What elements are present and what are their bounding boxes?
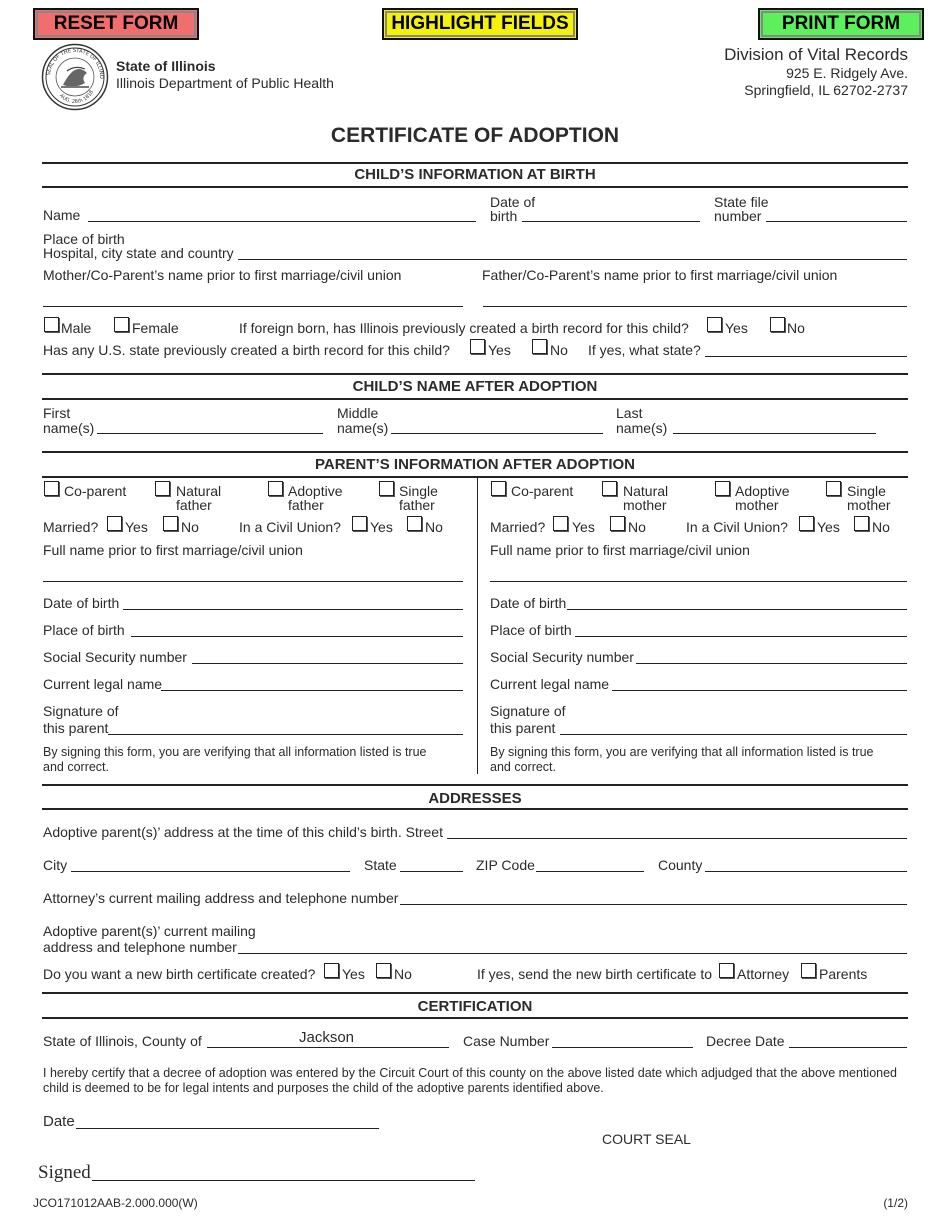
what-state-label: If yes, what state? <box>588 342 701 358</box>
foreign-yes-checkbox[interactable] <box>707 317 722 332</box>
decree-date-field[interactable] <box>789 1047 907 1048</box>
right-married-yes-checkbox[interactable] <box>553 516 568 531</box>
seal-date-text: AUG. 26th 1818 <box>58 89 95 106</box>
right-coparent-label: Co-parent <box>511 483 574 499</box>
mother-name-label: Mother/Co-Parent’s name prior to first marriage/civil union <box>43 267 402 283</box>
right-fullname-field[interactable] <box>490 581 907 582</box>
right-civil-union-label: In a Civil Union? <box>686 519 788 535</box>
right-adoptive-mother-label: mother <box>735 497 779 513</box>
left-legal-name-field[interactable] <box>161 690 463 691</box>
zip-field[interactable] <box>536 871 644 872</box>
left-signature-field[interactable] <box>108 734 463 735</box>
right-natural-mother-label: mother <box>623 497 667 513</box>
highlight-fields-button[interactable]: HIGHLIGHT FIELDS <box>382 8 578 40</box>
left-civil-union-label: In a Civil Union? <box>239 519 341 535</box>
first-name-field[interactable] <box>97 433 323 434</box>
right-civil-yes-label: Yes <box>817 519 840 535</box>
us-yes-checkbox[interactable] <box>470 339 485 354</box>
state-seal-icon <box>41 43 109 111</box>
what-state-field[interactable] <box>705 356 907 357</box>
right-single-mother-label: mother <box>847 497 891 513</box>
division-name: Division of Vital Records <box>724 45 908 64</box>
right-single-mother-checkbox[interactable] <box>826 481 841 496</box>
last-name-label-2: name(s) <box>616 420 668 436</box>
foreign-no-checkbox[interactable] <box>770 317 785 332</box>
left-verify-text: By signing this form, you are verifying that all information listed is true and correct. <box>43 745 427 774</box>
right-natural-mother-checkbox[interactable] <box>602 481 617 496</box>
female-label: Female <box>132 320 179 336</box>
right-dob-field[interactable] <box>567 609 907 610</box>
new-cert-no-checkbox[interactable] <box>376 963 391 978</box>
left-dob-label: Date of birth <box>43 595 120 611</box>
us-no-checkbox[interactable] <box>532 339 547 354</box>
send-attorney-checkbox[interactable] <box>719 963 734 978</box>
send-to-label: If yes, send the new birth certificate to <box>477 966 713 982</box>
section-heading-child-name: CHILD’S NAME AFTER ADOPTION <box>352 378 598 395</box>
right-coparent-checkbox[interactable] <box>491 481 506 496</box>
state-file-label-2: number <box>714 208 762 224</box>
division-address-2: Springfield, IL 62702-2737 <box>744 82 908 98</box>
left-married-yes-label: Yes <box>125 519 148 535</box>
new-cert-yes-label: Yes <box>342 966 365 982</box>
right-natural-label: Natural <box>623 483 669 499</box>
court-seal-label: COURT SEAL <box>602 1131 691 1147</box>
certification-statement: I hereby certify that a decree of adoption was entered by the Circuit Court of this county on the above listed date which adjudged that the above mentioned child is deemed to be for legal intents and purposes the child of the adoptive parents identified above. <box>43 1066 898 1095</box>
left-adoptive-father-label: father <box>288 497 324 513</box>
first-name-label-2: name(s) <box>43 420 95 436</box>
signed-label: Signed <box>38 1162 91 1183</box>
middle-name-label: Middle <box>337 405 379 421</box>
left-fullname-label: Full name prior to first marriage/civil union <box>43 542 303 558</box>
middle-name-field[interactable] <box>391 433 603 434</box>
right-married-no-label: No <box>628 519 646 535</box>
state-label: State <box>364 857 397 873</box>
child-name-field[interactable] <box>88 221 476 222</box>
left-coparent-label: Co-parent <box>64 483 127 499</box>
right-legal-name-label: Current legal name <box>490 676 610 692</box>
place-of-birth-label: Place of birth <box>43 231 125 247</box>
state-field[interactable] <box>400 871 463 872</box>
us-state-question: Has any U.S. state previously created a birth record for this child? <box>43 342 450 358</box>
certification-county-value[interactable]: Jackson <box>299 1029 355 1046</box>
state-file-number-field[interactable] <box>766 221 907 222</box>
page-title: CERTIFICATE OF ADOPTION <box>330 124 620 147</box>
us-no-label: No <box>550 342 568 358</box>
last-name-label: Last <box>616 405 643 421</box>
adoptive-address-label: Adoptive parent(s)’ address at the time of this child’s birth. Street <box>43 824 443 840</box>
left-civil-no-label: No <box>425 519 443 535</box>
dob-label-2: birth <box>490 208 518 224</box>
form-code: JCO171012AAB-2.000.000(W) <box>33 1196 198 1210</box>
certification-date-field[interactable] <box>76 1128 379 1129</box>
left-married-yes-checkbox[interactable] <box>107 516 122 531</box>
page-number: (1/2) <box>883 1196 908 1210</box>
right-civil-yes-checkbox[interactable] <box>799 516 814 531</box>
right-adoptive-label: Adoptive <box>735 483 790 499</box>
foreign-no-label: No <box>787 320 805 336</box>
department-name: Illinois Department of Public Health <box>116 75 334 91</box>
left-married-no-checkbox[interactable] <box>163 516 178 531</box>
right-pob-label: Place of birth <box>490 622 572 638</box>
name-label: Name <box>43 207 81 223</box>
left-adoptive-father-checkbox[interactable] <box>268 481 283 496</box>
case-number-field[interactable] <box>552 1047 693 1048</box>
send-parents-label: Parents <box>819 966 868 982</box>
section-heading-parents: PARENT’S INFORMATION AFTER ADOPTION <box>315 456 635 473</box>
decree-date-label: Decree Date <box>706 1033 785 1049</box>
city-label: City <box>43 857 68 873</box>
right-signature-label: Signature of <box>490 703 566 719</box>
right-single-label: Single <box>847 483 886 499</box>
left-pob-label: Place of birth <box>43 622 125 638</box>
right-ssn-field[interactable] <box>636 663 907 664</box>
attorney-address-field[interactable] <box>400 904 907 905</box>
right-married-label: Married? <box>490 519 546 535</box>
left-signature-label-2: this parent <box>43 720 109 736</box>
left-civil-no-checkbox[interactable] <box>407 516 422 531</box>
left-signature-label: Signature of <box>43 703 119 719</box>
current-address-label-2: address and telephone number <box>43 939 237 955</box>
division-address-1: 925 E. Ridgely Ave. <box>786 65 908 81</box>
city-field[interactable] <box>71 871 350 872</box>
mother-name-field[interactable] <box>43 306 463 307</box>
left-legal-name-label: Current legal name <box>43 676 163 692</box>
male-checkbox[interactable] <box>44 317 59 332</box>
left-single-label: Single <box>399 483 438 499</box>
county-field[interactable] <box>705 871 907 872</box>
dob-label-1: Date of <box>490 194 536 210</box>
place-of-birth-field[interactable] <box>238 259 907 260</box>
current-address-field[interactable] <box>238 953 907 954</box>
male-label: Male <box>61 320 92 336</box>
date-label: Date <box>43 1113 75 1130</box>
right-adoptive-mother-checkbox[interactable] <box>715 481 730 496</box>
middle-name-label-2: name(s) <box>337 420 389 436</box>
new-cert-yes-checkbox[interactable] <box>324 963 339 978</box>
left-single-father-checkbox[interactable] <box>379 481 394 496</box>
right-civil-no-checkbox[interactable] <box>854 516 869 531</box>
signed-field[interactable] <box>92 1180 475 1181</box>
left-pob-field[interactable] <box>131 636 463 637</box>
zip-label: ZIP Code <box>476 857 535 873</box>
right-pob-field[interactable] <box>575 636 907 637</box>
right-dob-label: Date of birth <box>490 595 567 611</box>
right-verify-text: By signing this form, you are verifying that all information listed is true and correct. <box>490 745 874 774</box>
attorney-address-label: Attorney’s current mailing address and telephone number <box>43 890 399 906</box>
county-label: County <box>658 857 703 873</box>
current-address-label: Adoptive parent(s)’ current mailing <box>43 923 256 939</box>
left-ssn-field[interactable] <box>192 663 463 664</box>
left-coparent-checkbox[interactable] <box>44 481 59 496</box>
left-dob-field[interactable] <box>123 609 463 610</box>
left-civil-yes-label: Yes <box>370 519 393 535</box>
left-natural-label: Natural <box>176 483 222 499</box>
send-parents-checkbox[interactable] <box>801 963 816 978</box>
left-married-no-label: No <box>181 519 199 535</box>
right-signature-field[interactable] <box>560 734 907 735</box>
street-field[interactable] <box>447 838 907 839</box>
certification-county-field[interactable] <box>207 1047 449 1048</box>
child-dob-field[interactable] <box>522 221 700 222</box>
left-civil-yes-checkbox[interactable] <box>352 516 367 531</box>
us-yes-label: Yes <box>488 342 511 358</box>
last-name-field[interactable] <box>673 433 876 434</box>
left-ssn-label: Social Security number <box>43 649 187 665</box>
left-natural-father-label: father <box>176 497 212 513</box>
father-name-label: Father/Co-Parent’s name prior to first marriage/civil union <box>482 267 838 283</box>
place-of-birth-sublabel: Hospital, city state and country <box>43 245 234 261</box>
section-heading-certification: CERTIFICATION <box>417 998 533 1015</box>
right-married-no-checkbox[interactable] <box>610 516 625 531</box>
print-form-button[interactable]: PRINT FORM <box>758 8 924 40</box>
state-file-label-1: State file <box>714 194 769 210</box>
new-certificate-question: Do you want a new birth certificate created? <box>43 966 316 982</box>
parent-column-divider <box>477 478 478 774</box>
female-checkbox[interactable] <box>114 317 129 332</box>
right-legal-name-field[interactable] <box>612 690 907 691</box>
section-heading-addresses: ADDRESSES <box>428 790 522 807</box>
county-of-label: State of Illinois, County of <box>43 1033 202 1049</box>
left-fullname-field[interactable] <box>43 581 463 582</box>
left-single-father-label: father <box>399 497 435 513</box>
case-number-label: Case Number <box>463 1033 550 1049</box>
right-civil-no-label: No <box>872 519 890 535</box>
state-name: State of Illinois <box>116 58 216 74</box>
send-attorney-label: Attorney <box>737 966 790 982</box>
right-married-yes-label: Yes <box>572 519 595 535</box>
right-signature-label-2: this parent <box>490 720 556 736</box>
right-fullname-label: Full name prior to first marriage/civil union <box>490 542 750 558</box>
seal-outer-text: SEAL OF THE STATE OF ILLINO <box>46 47 105 79</box>
left-natural-father-checkbox[interactable] <box>155 481 170 496</box>
foreign-yes-label: Yes <box>725 320 748 336</box>
section-heading-child-birth: CHILD’S INFORMATION AT BIRTH <box>354 166 596 183</box>
left-married-label: Married? <box>43 519 99 535</box>
father-name-field[interactable] <box>483 306 907 307</box>
first-name-label: First <box>43 405 71 421</box>
foreign-born-question: If foreign born, has Illinois previously created a birth record for this child? <box>239 320 689 336</box>
left-adoptive-label: Adoptive <box>288 483 343 499</box>
reset-form-button[interactable]: RESET FORM <box>33 8 199 40</box>
new-cert-no-label: No <box>394 966 412 982</box>
right-ssn-label: Social Security number <box>490 649 634 665</box>
